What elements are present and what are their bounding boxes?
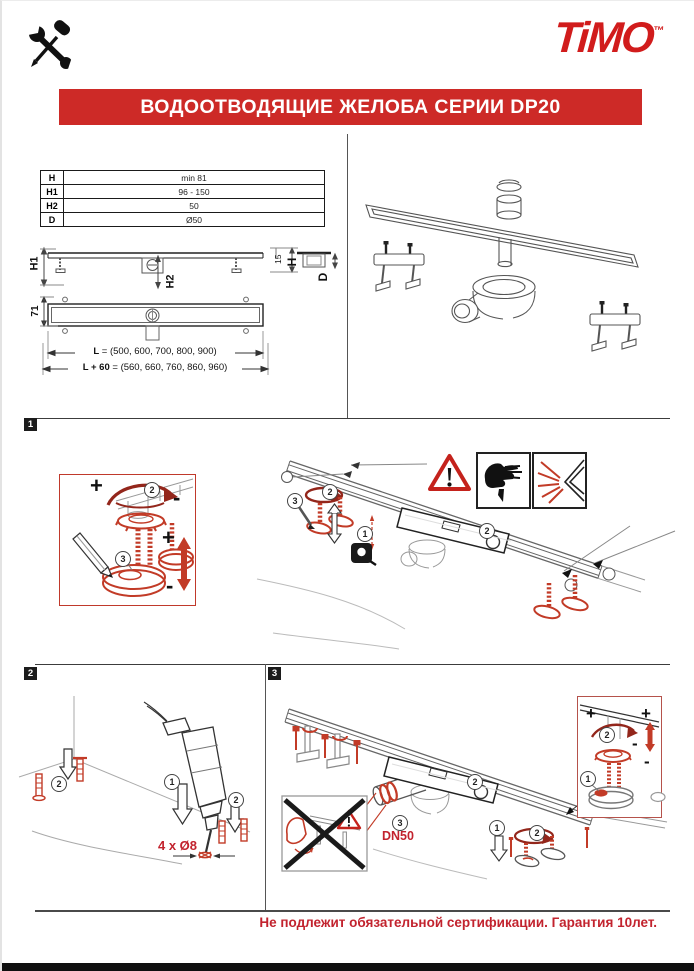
dim-label-h2: H2 — [164, 274, 177, 289]
callout-feet-rotate: 2 — [322, 484, 338, 500]
dim-label-h1: H1 — [28, 256, 41, 271]
plus-height-sign: + — [641, 704, 651, 723]
callout-pad: 1 — [580, 771, 596, 787]
step3-scene — [265, 664, 682, 909]
section-divider-vertical — [347, 134, 348, 419]
table-row: H2 50 — [41, 199, 324, 213]
certification-note: Не подлежит обязательной сертификации. Гарантия 10лет. — [259, 915, 657, 930]
callout-rotate-feet: 2 — [529, 825, 545, 841]
footer-rule — [35, 910, 670, 912]
total-length-dim-label: L + 60 = (560, 660, 760, 860, 960) — [68, 363, 242, 373]
step1-detail-inset — [59, 474, 196, 606]
minus-height-sign: - — [644, 752, 650, 771]
drill-illustration — [144, 702, 226, 852]
title-banner — [59, 89, 642, 125]
exploded-assembly-drawing — [352, 141, 682, 406]
table-row: D Ø50 — [41, 213, 324, 226]
dim-label-h: H — [285, 257, 299, 267]
callout-spirit-level: 2 — [467, 774, 483, 790]
plus-height-sign: + — [162, 525, 175, 550]
step2-scene — [17, 681, 260, 881]
step3-badge: 3 — [268, 667, 281, 680]
callout-tape-measure: 1 — [357, 526, 373, 542]
plus-rotate-sign: + — [90, 473, 103, 498]
trademark-symbol: ™ — [652, 25, 665, 37]
tools-icon — [26, 21, 74, 71]
page-title: ВОДООТВОДЯЩИЕ ЖЕЛОБА СЕРИИ DP20 — [140, 95, 561, 118]
pencil-icon — [73, 533, 112, 577]
table-row: H min 81 — [41, 171, 324, 185]
callout-pencil: 3 — [115, 551, 131, 567]
dim-label-15: 15 — [272, 254, 283, 264]
warning-triangle-icon — [430, 456, 469, 489]
dim-label-71: 71 — [30, 305, 41, 317]
callout-dowel-left: 2 — [51, 776, 67, 792]
step1-badge: 1 — [24, 418, 37, 431]
timo-logo — [552, 14, 665, 62]
plan-view-drawing — [30, 291, 342, 383]
table-row: H1 96 - 150 — [41, 185, 324, 199]
callout-place: 1 — [489, 820, 505, 836]
callout-drill: 1 — [164, 774, 180, 790]
length-dim-label: L = (500, 600, 700, 800, 900) — [75, 347, 235, 357]
wrong-install-crossout — [282, 796, 367, 871]
step3-detail-inset — [577, 696, 662, 818]
callout-rotate: 2 — [144, 482, 160, 498]
callout-rotate: 2 — [599, 727, 615, 743]
hand-cut-hazard-icon — [477, 453, 530, 508]
sharp-edge-hazard-icon — [533, 453, 586, 508]
callout-spirit-level: 2 — [479, 523, 495, 539]
pipe-size-label: DN50 — [382, 829, 414, 843]
dim-label-d: D — [316, 272, 330, 282]
spec-table — [40, 170, 325, 227]
hole-spec-label: 4 x Ø8 — [158, 838, 198, 853]
step1-rule — [35, 418, 670, 419]
callout-pipe: 3 — [392, 815, 408, 831]
minus-rotate-sign: - — [632, 734, 638, 753]
plus-rotate-sign: + — [586, 704, 596, 723]
minus-height-sign: - — [166, 573, 174, 598]
callout-feet-pencil: 3 — [287, 493, 303, 509]
step2-badge: 2 — [24, 667, 37, 680]
step1-scene — [257, 431, 682, 663]
callout-dowel-right: 2 — [228, 792, 244, 808]
minus-rotate-sign: - — [173, 485, 181, 510]
logo-text: TiMO — [552, 14, 655, 62]
